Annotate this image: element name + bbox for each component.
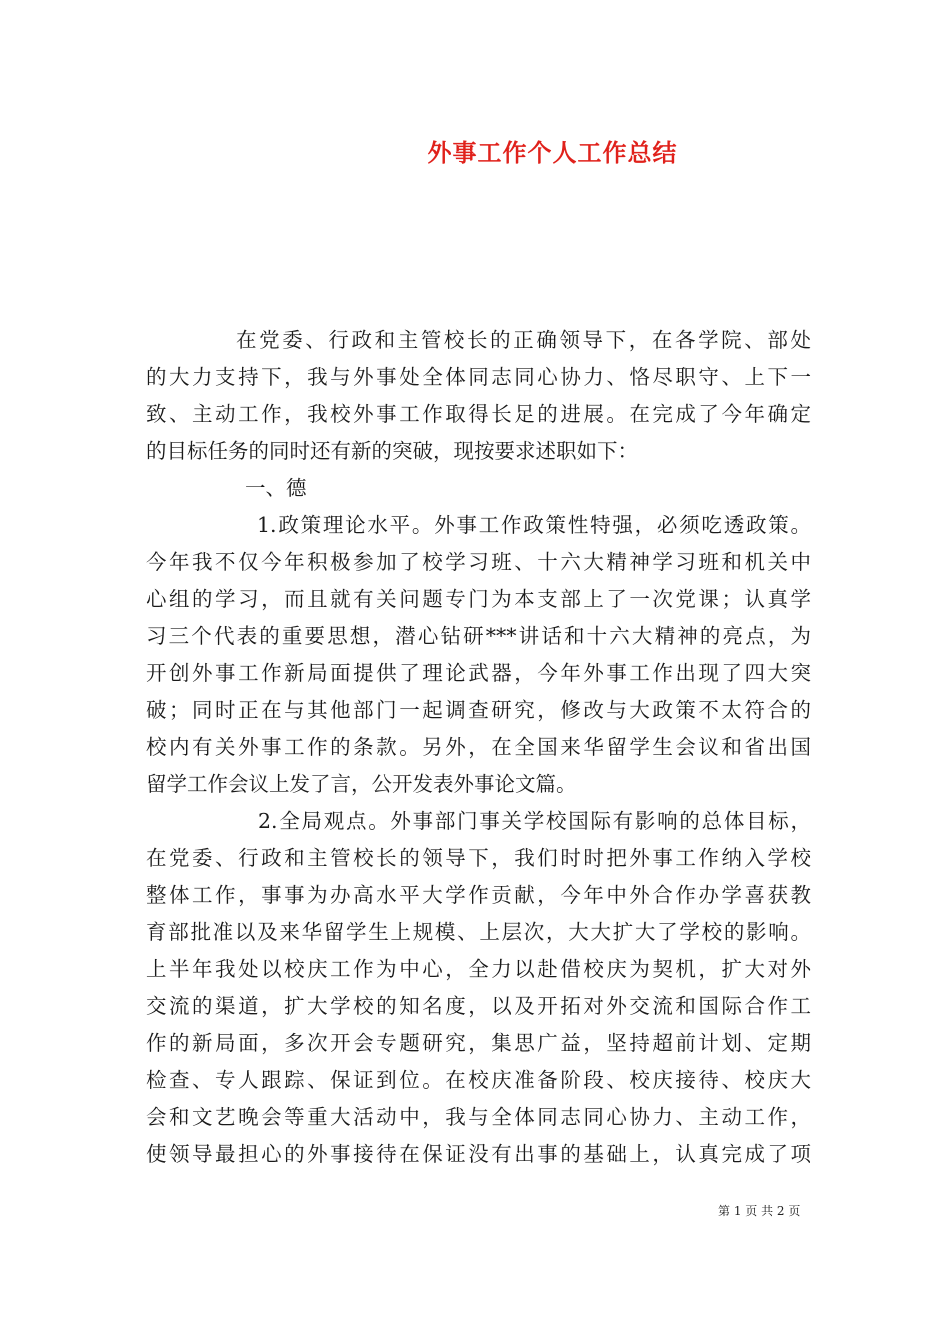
paragraph-line: 会和文艺晚会等重大活动中，我与全体同志同心协力、主动工作，	[146, 1105, 811, 1129]
paragraph-line: 1.政策理论水平。外事工作政策性特强，必须吃透政策。	[257, 513, 811, 537]
paragraph-line: 的目标任务的同时还有新的突破，现按要求述职如下：	[146, 439, 638, 463]
paragraph-line: 在党委、行政和主管校长的领导下，我们时时把外事工作纳入学校	[146, 846, 811, 870]
paragraph-line: 在党委、行政和主管校长的正确领导下，在各学院、部处	[236, 328, 811, 352]
paragraph-line: 习三个代表的重要思想，潜心钻研***讲话和十六大精神的亮点，为	[146, 624, 811, 648]
paragraph-line: 作的新局面，多次开会专题研究，集思广益，坚持超前计划、定期	[146, 1031, 811, 1055]
paragraph-line: 2.全局观点。外事部门事关学校国际有影响的总体目标，	[258, 809, 811, 833]
paragraph-line: 开创外事工作新局面提供了理论武器，今年外事工作出现了四大突	[146, 661, 811, 685]
paragraph-line: 上半年我处以校庆工作为中心，全力以赴借校庆为契机，扩大对外	[146, 957, 811, 981]
paragraph-line: 今年我不仅今年积极参加了校学习班、十六大精神学习班和机关中	[146, 550, 811, 574]
document-body	[146, 322, 811, 1173]
section-heading: 一、德	[245, 476, 307, 500]
paragraph-line: 使领导最担心的外事接待在保证没有出事的基础上，认真完成了项	[146, 1142, 811, 1166]
paragraph-line: 育部批准以及来华留学生上规模、上层次，大大扩大了学校的影响。	[146, 920, 811, 944]
paragraph-line: 心组的学习，而且就有关问题专门为本支部上了一次党课；认真学	[146, 587, 811, 611]
paragraph-line: 破；同时正在与其他部门一起调查研究，修改与大政策不太符合的	[146, 698, 811, 722]
paragraph-line: 检查、专人跟踪、保证到位。在校庆准备阶段、校庆接待、校庆大	[146, 1068, 811, 1092]
paragraph-line: 整体工作，事事为办高水平大学作贡献，今年中外合作办学喜获教	[146, 883, 811, 907]
paragraph-line: 留学工作会议上发了言，公开发表外事论文篇。	[146, 772, 577, 796]
paragraph-line: 校内有关外事工作的条款。另外，在全国来华留学生会议和省出国	[146, 735, 811, 759]
paragraph-line: 的大力支持下，我与外事处全体同志同心协力、恪尽职守、上下一	[146, 365, 811, 389]
paragraph-line: 交流的渠道，扩大学校的知名度，以及开拓对外交流和国际合作工	[146, 994, 811, 1018]
page-number: 第 1 页 共 2 页	[718, 1204, 801, 1218]
paragraph-line: 致、主动工作，我校外事工作取得长足的进展。在完成了今年确定	[146, 402, 811, 426]
document-title: 外事工作个人工作总结	[427, 138, 678, 167]
